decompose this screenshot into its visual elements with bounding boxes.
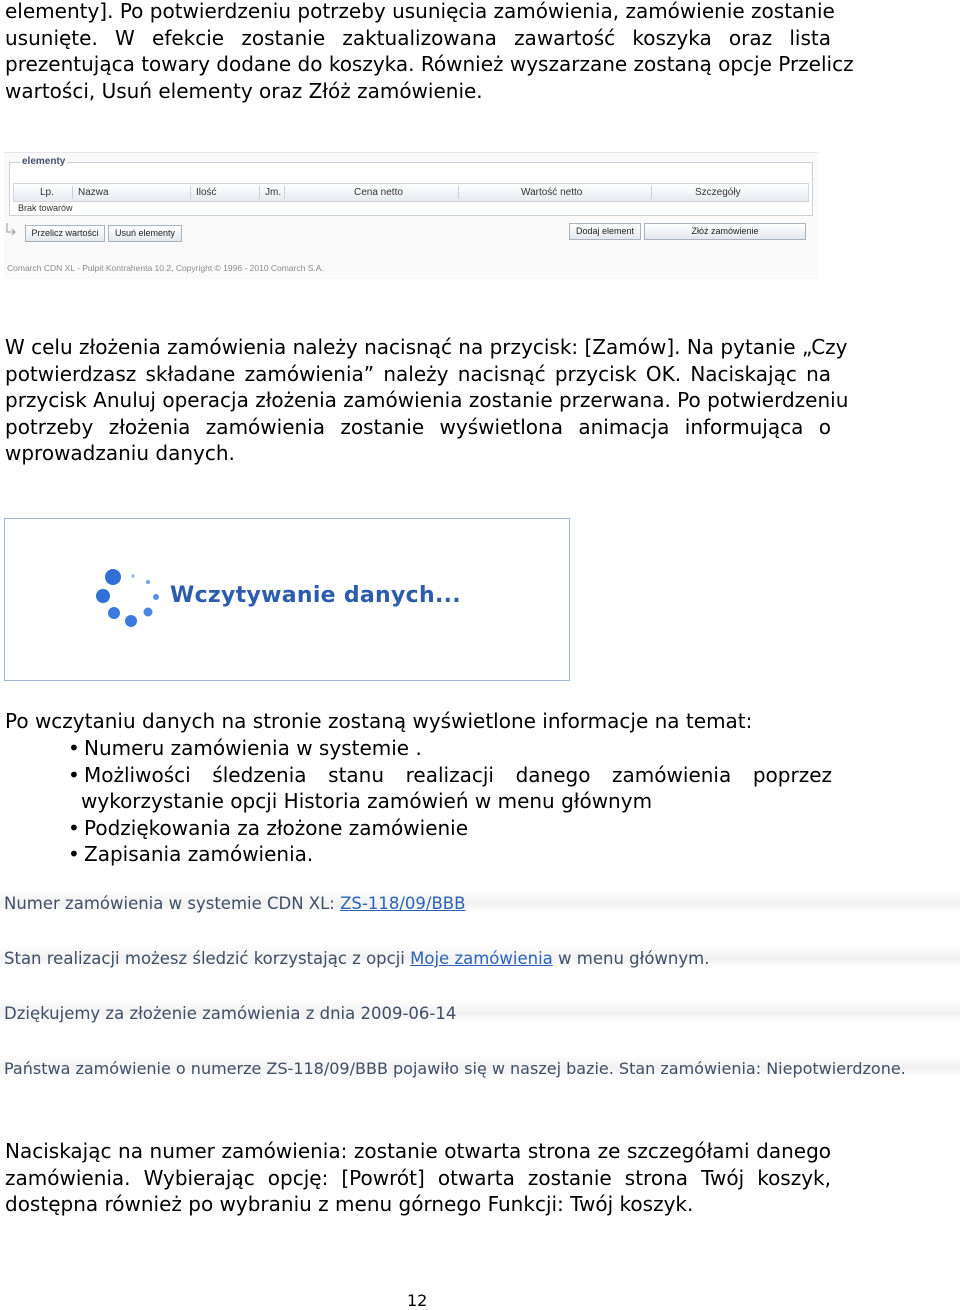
closing-paragraph bbox=[5, 1138, 831, 1218]
order-number-label: Numer zamówienia w systemie CDN XL: bbox=[4, 894, 341, 913]
list-item bbox=[68, 762, 832, 815]
text-line: W celu złożenia zamówienia należy nacisnąć na przycisk: [Zamów]. Na pytanie „Czy bbox=[5, 335, 848, 359]
status-text-suffix: w menu głównym. bbox=[552, 949, 710, 968]
column-header[interactable]: Cena netto bbox=[354, 187, 403, 198]
text-line: elementy]. Po potwierdzeniu potrzeby usunięcia zamówienia, zamówienie zostanie bbox=[5, 0, 835, 23]
bullet-icon: • bbox=[68, 842, 80, 867]
order-status-line bbox=[4, 949, 709, 968]
page-number: 12 bbox=[407, 1291, 428, 1310]
text-line: usunięte. W efekcie zostanie zaktualizowana zawartość koszyka oraz lista bbox=[5, 25, 831, 50]
order-paragraph bbox=[5, 334, 849, 467]
elements-fieldset bbox=[9, 156, 813, 216]
status-text: Stan realizacji możesz śledzić korzystając z opcji bbox=[4, 949, 411, 968]
confirmation-screenshot bbox=[0, 870, 960, 1090]
cart-screenshot bbox=[4, 152, 818, 279]
text-line: wprowadzaniu danych. bbox=[5, 441, 235, 465]
empty-cart-text: Brak towarów bbox=[18, 203, 73, 213]
bullet-icon: • bbox=[68, 815, 80, 840]
recalculate-button[interactable]: Przelicz wartości bbox=[25, 225, 105, 242]
text-line: Naciskając na numer zamówienia: zostanie otwarta strona ze szczegółami danego bbox=[5, 1139, 831, 1163]
place-order-button[interactable]: Złóż zamówienie bbox=[644, 223, 806, 240]
loading-text: Wczytywanie danych... bbox=[170, 583, 461, 608]
text-line: potwierdzasz składane zamówienia” należy nacisnąć przycisk OK. Naciskając na bbox=[5, 361, 831, 386]
text-line: zamówienia. Wybierając opcję: [Powrót] otwarta zostanie strona Twój koszyk, bbox=[5, 1165, 831, 1190]
bullet-icon: • bbox=[68, 762, 80, 787]
column-header[interactable]: Ilość bbox=[196, 187, 217, 198]
thanks-line: Dziękujemy za złożenie zamówienia z dnia 2009-06-14 bbox=[4, 1004, 457, 1023]
order-number-link[interactable]: ZS-118/09/BBB bbox=[340, 894, 466, 913]
info-bullet-list bbox=[68, 735, 832, 868]
bullet-icon: • bbox=[68, 736, 80, 760]
column-header[interactable]: Lp. bbox=[40, 187, 54, 198]
text-line: przycisk Anuluj operacja złożenia zamówienia zostanie przerwana. Po potwierdzeniu bbox=[5, 388, 849, 412]
info-intro bbox=[5, 708, 831, 735]
intro-paragraph bbox=[5, 0, 854, 104]
remove-items-button[interactable]: Usuń elementy bbox=[108, 225, 182, 242]
list-item bbox=[68, 815, 832, 842]
loading-screenshot bbox=[4, 518, 570, 681]
column-header[interactable]: Nazwa bbox=[78, 187, 109, 198]
text-line: Możliwości śledzenia stanu realizacji danego zamówienia poprzez bbox=[84, 762, 832, 787]
column-header[interactable]: Jm. bbox=[265, 187, 282, 198]
text-line: wartości, Usuń elementy oraz Złóż zamówienie. bbox=[5, 78, 483, 103]
copyright-footer: Comarch CDN XL - Pulpit Kontrahenta 10.2, Copyright © 1996 - 2010 Comarch S.A. bbox=[7, 263, 324, 273]
loading-spinner-icon bbox=[93, 565, 163, 635]
list-item bbox=[68, 841, 832, 868]
text-line: Zapisania zamówienia. bbox=[84, 842, 314, 867]
fieldset-legend: elementy bbox=[22, 156, 66, 167]
column-header[interactable]: Szczegóły bbox=[695, 187, 741, 198]
text-line: Numeru zamówienia w systemie . bbox=[84, 736, 422, 760]
add-item-button[interactable]: Dodaj element bbox=[569, 223, 641, 240]
my-orders-link[interactable]: Moje zamówienia bbox=[410, 949, 553, 968]
text-line: Podziękowania za złożone zamówienie bbox=[84, 815, 469, 840]
order-number-line bbox=[4, 894, 465, 913]
text-line: dostępna również po wybraniu z menu górnego Funkcji: Twój koszyk. bbox=[5, 1192, 694, 1216]
text-line: potrzeby złożenia zamówienia zostanie wyświetlona animacja informująca o bbox=[5, 414, 831, 439]
column-header[interactable]: Wartość netto bbox=[521, 187, 583, 198]
table-header bbox=[13, 183, 809, 202]
text-line: wykorzystanie opcji Historia zamówień w menu głównym bbox=[81, 789, 653, 814]
order-saved-line: Państwa zamówienie o numerze ZS-118/09/BBB pojawiło się w naszej bazie. Stan zamówienia: Niepotwierdzone. bbox=[4, 1059, 906, 1078]
text-line: Po wczytaniu danych na stronie zostaną wyświetlone informacje na temat: bbox=[5, 709, 753, 733]
list-item bbox=[68, 735, 832, 762]
text-line: prezentująca towary dodane do koszyka. Również wyszarzane zostaną opcje Przelicz bbox=[5, 52, 854, 76]
corner-arrow-icon bbox=[6, 223, 16, 237]
